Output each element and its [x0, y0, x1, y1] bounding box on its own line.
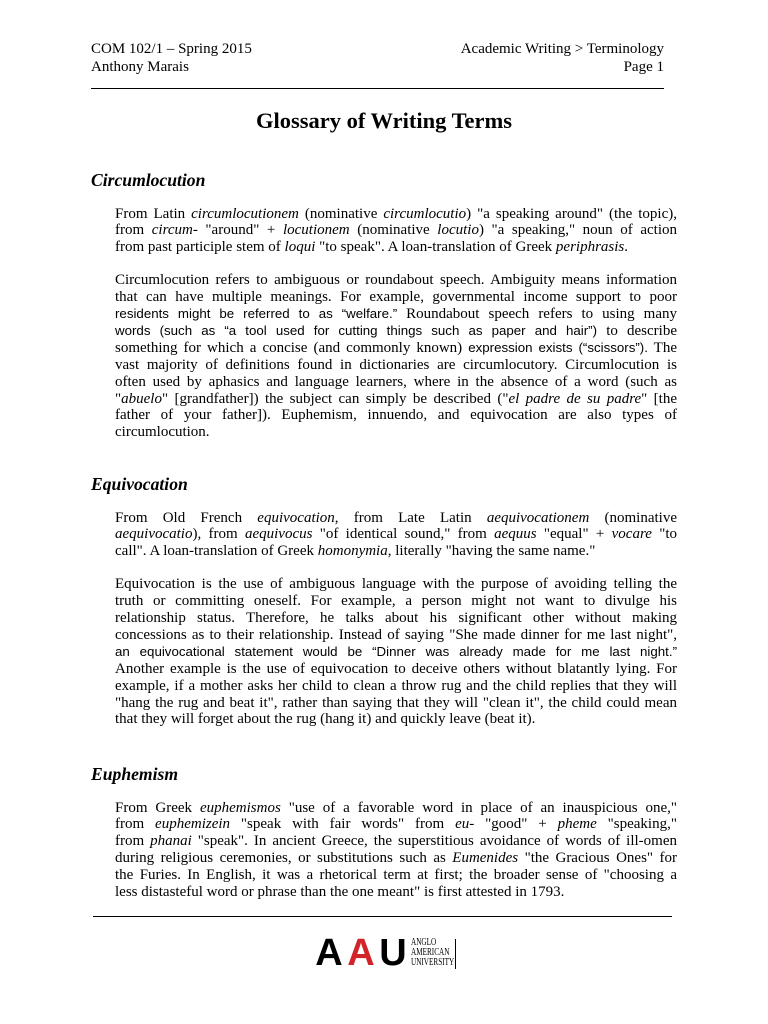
italic-term: loqui	[284, 239, 316, 256]
text-run: From Old French	[115, 509, 258, 526]
text-run: ) "a speaking," noun of action	[478, 222, 677, 239]
text-run: circumlocution.	[115, 424, 210, 441]
text-line	[115, 661, 677, 678]
text-run: ) "a speaking around" (the topic),	[466, 205, 677, 222]
logo-wordmark	[411, 938, 471, 968]
text-run: " [grandfather]) the subject can simply be described ("	[161, 390, 509, 407]
text-line	[115, 695, 677, 712]
text-run: "to	[651, 526, 677, 543]
italic-term: euphemismos	[199, 799, 281, 816]
text-line	[115, 340, 677, 357]
text-run: Roundabout speech refers to using many	[397, 306, 677, 323]
text-line	[115, 222, 677, 239]
text-run: " [the	[641, 390, 677, 407]
text-run: "	[115, 390, 122, 407]
quoted-example: residents might be referred to as “welfare.”	[115, 306, 398, 322]
text-run: that they will forget about the rug (hang it) and quickly leave (beat it).	[115, 711, 536, 728]
text-run: from	[115, 816, 156, 833]
paragraph	[115, 510, 677, 561]
text-line	[115, 644, 677, 661]
text-run: From Latin	[115, 205, 192, 222]
italic-term: circumlocutionem	[191, 205, 299, 222]
text-line	[115, 206, 677, 223]
text-line	[115, 289, 677, 306]
glossary-entry-equivocation	[91, 474, 677, 744]
text-line	[115, 867, 677, 884]
text-line	[115, 526, 677, 543]
text-line	[115, 357, 677, 374]
text-run: truth or committing oneself. For example, a person might not want to divulge his	[115, 593, 677, 610]
paragraph	[115, 800, 677, 901]
text-run: relationship status. Therefore, he talks about his significant other without making	[115, 610, 677, 627]
entry-body	[115, 206, 677, 442]
logo-letter: A	[347, 932, 375, 974]
text-run: "to speak". A loan-translation of Greek	[315, 239, 556, 256]
logo-divider	[455, 939, 456, 969]
text-line	[115, 323, 677, 340]
text-run: Equivocation is the use of ambiguous language with the purpose of avoiding telling the	[115, 576, 677, 593]
italic-term: locutionem	[282, 222, 350, 239]
italic-term: locutio	[437, 222, 479, 239]
italic-term: abuelo	[121, 390, 162, 407]
text-run: Another example is the use of equivocation to deceive others without blatantly lying. For	[115, 660, 677, 677]
text-run: "speaking,"	[596, 816, 677, 833]
text-line	[115, 510, 677, 527]
text-run: "the Gracious Ones" for	[518, 850, 677, 867]
text-run: vast majority of definitions found in dictionaries are circumlocutory. Circumlocution is	[115, 356, 677, 373]
text-run: "speak". In ancient Greece, the superstitious avoidance of words of ill-omen	[191, 833, 677, 850]
quoted-example: an equivocational statement would be “Dinner was already made for me last night.”	[115, 643, 677, 659]
text-run: Circumlocution refers to ambiguous or roundabout speech. Ambiguity means information	[115, 272, 677, 289]
university-logo	[313, 932, 459, 974]
entry-body	[115, 800, 677, 901]
text-line	[115, 543, 677, 560]
glossary-entry-euphemism	[91, 764, 677, 917]
text-line	[115, 391, 677, 408]
entry-body	[115, 510, 677, 729]
entry-heading: Circumlocution	[91, 170, 206, 190]
italic-term: aequivocationem	[486, 509, 590, 526]
page-number: Page 1	[623, 58, 664, 75]
paragraph	[115, 272, 677, 441]
text-run: "hang the rug and beat it", rather than saying that they will "clean it", the child could mean	[115, 694, 677, 711]
logo-line: AMERICAN	[411, 947, 450, 958]
paragraph	[115, 206, 677, 257]
text-run: that can have multiple meanings. For example, governmental income support to poor	[115, 289, 677, 306]
text-run: ), from	[192, 526, 245, 543]
header-row	[91, 41, 664, 59]
text-line	[115, 424, 677, 441]
text-run: from	[115, 222, 152, 239]
page-title: Glossary of Writing Terms	[255, 108, 513, 133]
italic-term: el padre de su padre	[508, 390, 642, 407]
text-run: "equal" +	[536, 526, 612, 543]
text-line	[115, 593, 677, 610]
text-run: example, if a mother asks her child to clean a throw rug and the child replies that they will	[115, 677, 677, 694]
text-line	[115, 678, 677, 695]
text-run: (nominative	[298, 205, 384, 222]
glossary-entry-circumlocution	[91, 170, 677, 457]
text-run: (nominative	[589, 509, 677, 526]
italic-term: Eumenides	[452, 850, 519, 867]
quoted-example: expression exists (“scissors”).	[468, 339, 648, 355]
text-line	[115, 610, 677, 627]
text-line	[115, 850, 677, 867]
text-run: "speak with fair words" from	[230, 816, 456, 833]
course-label: COM 102/1 – Spring 2015	[91, 41, 252, 57]
italic-term: circumlocutio	[383, 205, 467, 222]
italic-term: pheme	[557, 816, 597, 833]
header-divider	[91, 88, 664, 89]
breadcrumb: Academic Writing > Terminology	[460, 41, 664, 57]
text-run: .	[624, 239, 629, 256]
italic-term: equivocation	[257, 509, 335, 526]
italic-term: phanai	[150, 833, 192, 850]
text-run: "around" +	[197, 222, 283, 239]
footer-divider	[93, 916, 672, 917]
text-run: something for which a concise (and commonly known)	[115, 339, 469, 356]
text-line	[115, 306, 677, 323]
entry-heading: Euphemism	[91, 764, 179, 784]
text-line	[115, 407, 677, 424]
text-run: less distasteful word or phrase than the one meant" is first attested in 1793.	[115, 883, 565, 900]
italic-term: circum-	[151, 222, 198, 239]
text-line	[115, 627, 677, 644]
logo-letter: U	[379, 932, 407, 974]
italic-term: eu-	[455, 816, 475, 833]
italic-term: euphemizein	[155, 816, 231, 833]
italic-term: aequivocus	[244, 526, 313, 543]
text-line	[115, 816, 677, 833]
text-run: "of identical sound," from	[312, 526, 495, 543]
text-run: call". A loan-translation of Greek	[115, 543, 318, 560]
paragraph	[115, 576, 677, 728]
text-run: "good" +	[474, 816, 558, 833]
entry-heading: Equivocation	[91, 474, 188, 494]
text-line	[115, 374, 677, 391]
logo-letter: A	[315, 932, 343, 974]
text-line	[115, 239, 677, 256]
text-line	[115, 576, 677, 593]
running-header	[91, 41, 664, 76]
italic-term: aequus	[494, 526, 537, 543]
text-line	[115, 272, 677, 289]
text-run: , from Late Latin	[334, 509, 487, 526]
text-run: father of your father]). Euphemism, innuendo, and equivocation are also types of	[115, 407, 677, 424]
logo-line: UNIVERSITY	[411, 957, 455, 968]
text-run: from past participle stem of	[115, 239, 285, 256]
text-run: From Greek	[115, 799, 200, 816]
text-line	[115, 711, 677, 728]
author-name: Anthony Marais	[91, 58, 189, 75]
italic-term: homonymia	[317, 543, 388, 560]
text-run: , literally "having the same name."	[387, 543, 596, 560]
text-run: the Furies. In English, it was a rhetorical term at first; the broader sense of "choosing a	[115, 867, 677, 884]
text-line	[115, 800, 677, 817]
text-run: often used by aphasics and language learners, where in the absence of a word (such as	[115, 373, 677, 390]
quoted-example: words (such as “a tool used for cutting things such as paper and hair”)	[115, 322, 598, 338]
logo-monogram	[313, 932, 409, 974]
text-run: to describe	[597, 322, 677, 339]
header-row	[91, 59, 664, 77]
text-run: "use of a favorable word in place of an inauspicious one,"	[280, 799, 677, 816]
text-run: The	[647, 339, 677, 356]
text-line	[115, 884, 677, 901]
italic-term: vocare	[611, 526, 652, 543]
text-line	[115, 833, 677, 850]
text-run: (nominative	[349, 222, 438, 239]
text-run: from	[115, 833, 151, 850]
italic-term: periphrasis	[555, 239, 625, 256]
text-run: concessions as to their relationship. Instead of saying "She made dinner for me last night",	[115, 626, 677, 643]
italic-term: aequivocatio	[115, 526, 193, 543]
logo-line: ANGLO	[411, 937, 437, 948]
text-run: during religious ceremonies, or substitutions such as	[115, 850, 453, 867]
